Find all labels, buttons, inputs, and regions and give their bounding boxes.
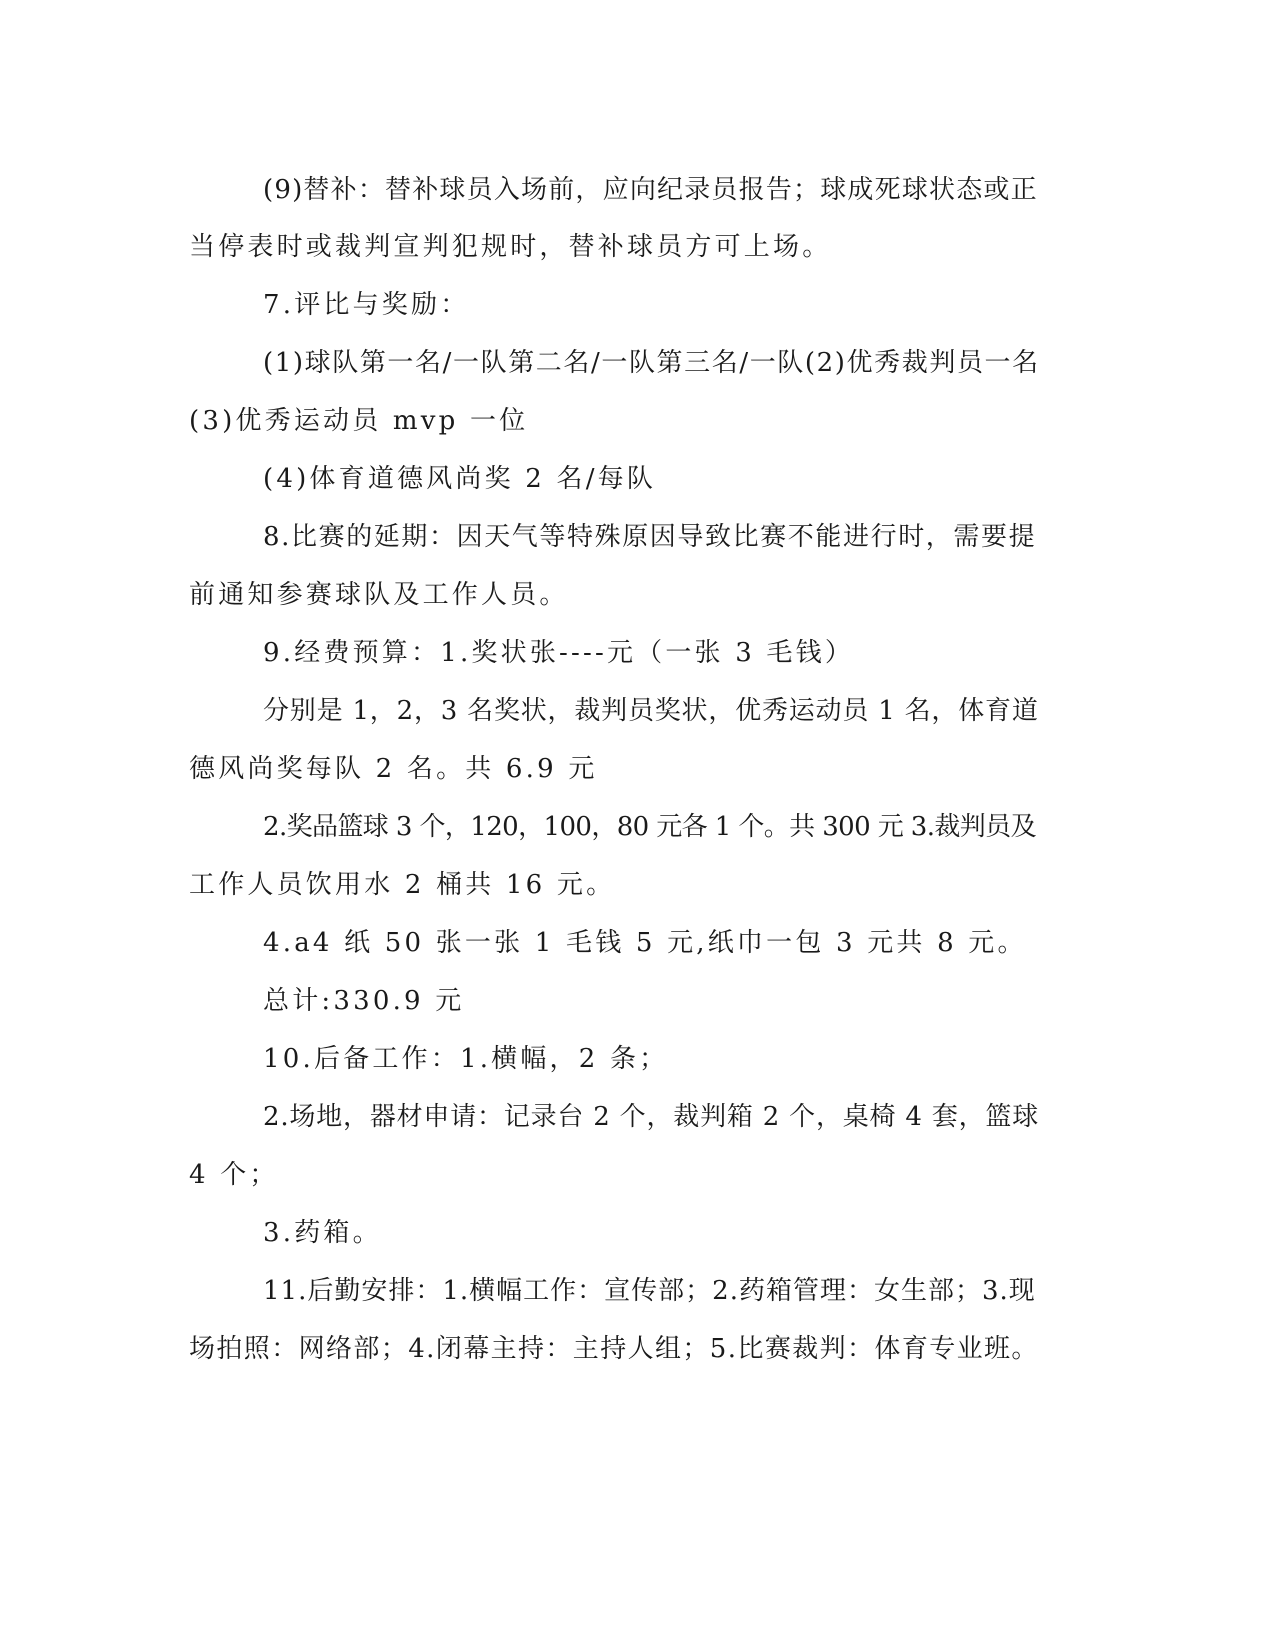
postponement-line-2: 前通知参赛球队及工作人员。: [189, 580, 569, 610]
substitution-rule-line-1: (9)替补：替补球员入场前，应向纪录员报告；球成死球状态或正: [263, 175, 1038, 205]
backup-work-line-2: 4 个；: [189, 1160, 279, 1190]
logistics-line-1: 11.后勤安排：1.横幅工作：宣传部；2.药箱管理：女生部；3.现: [263, 1276, 1036, 1306]
budget-line-4: 工作人员饮用水 2 桶共 16 元。: [189, 870, 616, 900]
awards-line-2: (3)优秀运动员 mvp 一位: [189, 406, 529, 436]
budget-line-3: 2.奖品篮球 3 个，120，100，80 元各 1 个。共 300 元 3.裁判员及: [263, 812, 1036, 842]
postponement-line-1: 8.比赛的延期：因天气等特殊原因导致比赛不能进行时，需要提: [263, 522, 1037, 552]
logistics-line-2: 场拍照：网络部；4.闭幕主持：主持人组；5.比赛裁判：体育专业班。: [189, 1334, 1039, 1364]
awards-heading: 7.评比与奖励：: [263, 290, 470, 320]
backup-work-line-3: 3.药箱。: [263, 1218, 382, 1248]
awards-line-3: (4)体育道德风尚奖 2 名/每队: [263, 464, 657, 494]
budget-total: 总计:330.9 元: [263, 986, 465, 1016]
awards-line-1: (1)球队第一名/一队第二名/一队第三名/一队(2)优秀裁判员一名: [263, 348, 1040, 378]
budget-line-2: 德风尚奖每队 2 名。共 6.9 元: [189, 754, 598, 784]
backup-work-heading: 10.后备工作：1.横幅，2 条；: [263, 1044, 669, 1074]
budget-line-5: 4.a4 纸 50 张一张 1 毛钱 5 元,纸巾一包 3 元共 8 元。: [263, 928, 1027, 958]
backup-work-line-1: 2.场地，器材申请：记录台 2 个，裁判箱 2 个，桌椅 4 套，篮球: [263, 1102, 1040, 1132]
substitution-rule-line-2: 当停表时或裁判宣判犯规时，替补球员方可上场。: [189, 232, 832, 262]
budget-line-1: 分别是 1，2，3 名奖状，裁判员奖状，优秀运动员 1 名，体育道: [263, 696, 1039, 726]
budget-heading: 9.经费预算：1.奖状张----元（一张 3 毛钱）: [263, 638, 855, 668]
